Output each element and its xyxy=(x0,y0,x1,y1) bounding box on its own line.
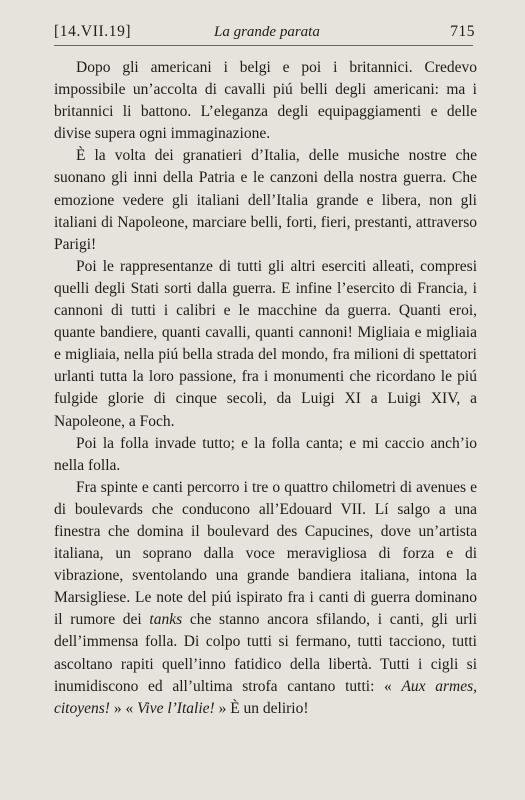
text-run: È la volta dei granatieri d’Italia, delle musiche nostre che suonano gli inni della Patria e le canzoni della nostra guerra. Che emozione vedere gli italiani dell’Italia grande e libera, non gli italiani di Napoleone, marciare belli, forti, fieri, prestanti, attraverso Parigi! xyxy=(54,147,477,253)
text-run: Poi la folla invade tutto; e la folla canta; e mi caccio anch’io nella folla. xyxy=(54,434,477,474)
body-text xyxy=(54,57,477,720)
paragraph xyxy=(54,433,477,477)
italic-text: Aux armes, citoyens! xyxy=(54,677,477,717)
running-header xyxy=(54,22,475,42)
paragraph xyxy=(54,145,477,255)
text-run: » È un delirio! xyxy=(214,699,309,717)
text-run: » « xyxy=(109,699,138,717)
text-run: Dopo gli americani i belgi e poi i britannici. Credevo impossibile un’accolta di cavalli piú belli degli americani: ma i britannici li battono. L’eleganza degli equipaggiamenti e delle divise supera ogni immaginazione. xyxy=(54,59,477,143)
paragraph xyxy=(54,256,477,433)
paragraph xyxy=(54,477,477,720)
italic-text: tanks xyxy=(149,611,183,629)
page-number: 715 xyxy=(450,23,475,40)
running-date: [14.VII.19] xyxy=(54,23,132,40)
running-title: La grande parata xyxy=(214,24,320,40)
text-run: che stanno ancora sfilando, i canti, gli urli dell’immensa folla. Di colpo tutti si fermano, tutti tacciono, tutti ascoltano rapiti quell’inno fatidico della libertà. Tutti i cigli si inumidiscono ed all’ultima strofa cantano tutti: « xyxy=(54,611,477,695)
paragraph xyxy=(54,57,477,145)
italic-text: Vive l’Italie! xyxy=(137,699,215,717)
header-rule xyxy=(54,45,473,46)
text-run: Fra spinte e canti percorro i tre o quattro chilometri di avenues e di boulevards che conducono all’Edouard VII. Lí salgo a una finestra che domina il boulevard des Capucines, dove un’artista italiana, un soprano dalla voce meravigliosa di forza e di vibrazione, sventolando una grande bandiera italiana, intona la Marsigliese. Le note del piú ispirato fra i canti di guerra dominano il rumore dei xyxy=(54,478,477,629)
text-run: Poi le rappresentanze di tutti gli altri eserciti alleati, compresi quelli degli Stati sorti dalla guerra. E infine l’esercito di Francia, i cannoni di tutti i calibri e le macchine da guerra. Quanti eroi, quante bandiere, quanti cavalli, quanti cannoni! Migliaia e migliaia e migliaia, nella piú bella strada del mondo, fra milioni di spettatori urlanti tutta la loro passione, fra i monumenti che ricordano le piú fulgide glorie di cinque secoli, da Luigi XI a Luigi XIV, a Napoleone, a Foch. xyxy=(54,257,477,430)
